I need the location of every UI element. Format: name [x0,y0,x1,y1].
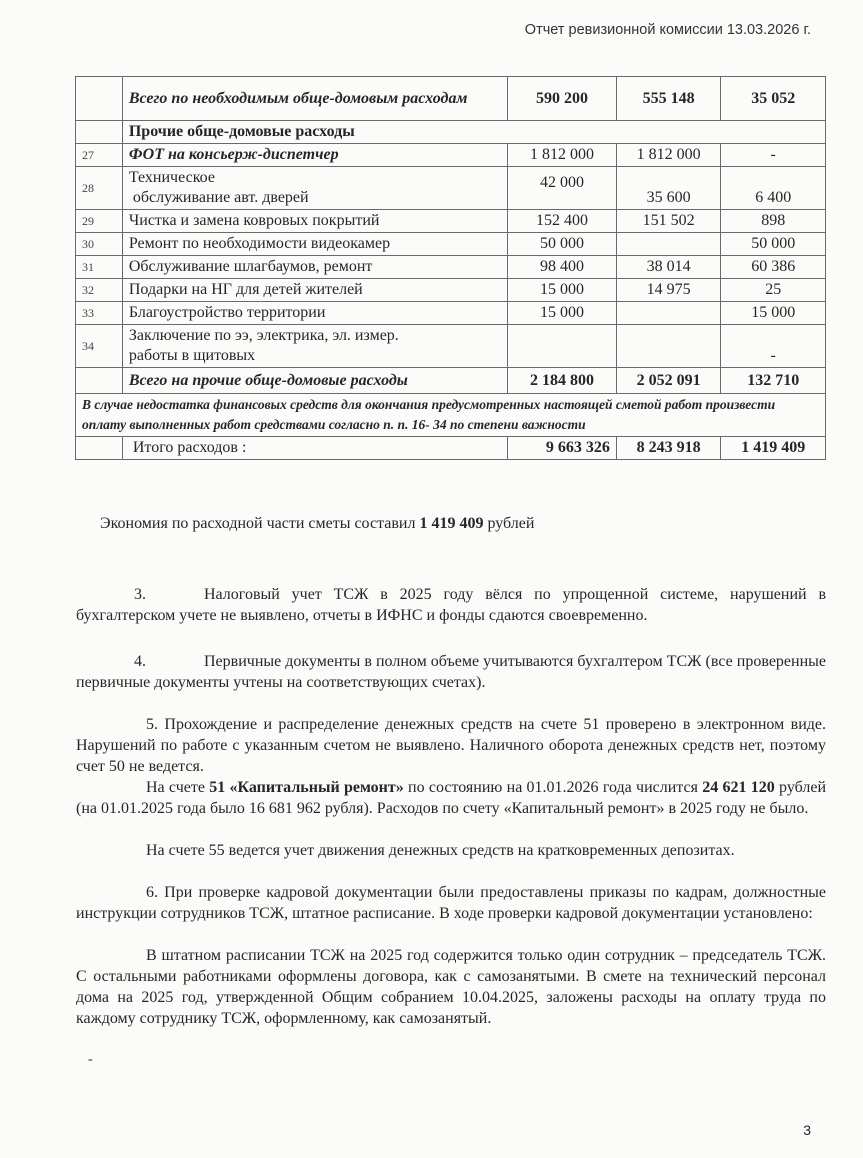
saving-value: 898 [721,210,826,233]
planned-value: 590 200 [508,77,617,121]
page-number: 3 [803,1122,811,1138]
actual-value: 555 148 [616,77,721,121]
section-title: Прочие обще-домовые расходы [122,121,825,144]
row-number [76,77,123,121]
funding-note: В случае недостатка финансовых средств для окончания предусмотренных настоящей сметой работ произвести оплату выполненных работ средствами согласно п. п. 16- 34 по степени важности [76,394,826,437]
row-number: 32 [76,279,123,302]
planned-value: 2 184 800 [508,368,617,394]
section-3: 3. Налоговый учет ТСЖ в 2025 году вёлся по упрощенной системе, нарушений в бухгалтерском учете не выявлено, отчеты в ИФНС и фонды сдаются своевременно. [76,586,826,624]
total-other-row [76,368,826,394]
section-5-paragraph-3: На счете 55 ведется учет движения денежных средств на кратковременных депозитах. [146,842,735,859]
actual-value: 2 052 091 [616,368,721,394]
row-label: Обслуживание шлагбаумов, ремонт [122,256,507,279]
row-label: Всего на прочие обще-домовые расходы [122,368,507,394]
saving-value: 35 052 [721,77,826,121]
saving-value: 6 400 [721,167,826,210]
row-label: Благоустройство территории [122,302,507,325]
row-number: 28 [76,167,123,210]
planned-value: 152 400 [508,210,617,233]
saving-value: 25 [721,279,826,302]
row-label: Заключение по ээ, электрика, эл. измер. работы в щитовых [122,325,507,368]
section-title-row [76,121,826,144]
capital-repair-balance: 24 621 120 [702,779,775,796]
actual-value: 38 014 [616,256,721,279]
saving-value: - [721,325,826,368]
table-row [76,210,826,233]
planned-value [508,325,617,368]
planned-value: 1 812 000 [508,144,617,167]
row-label: Чистка и замена ковровых покрытий [122,210,507,233]
actual-value: 1 812 000 [616,144,721,167]
actual-value: 14 975 [616,279,721,302]
planned-value: 9 663 326 [508,437,617,460]
row-label: Итого расходов : [122,437,507,460]
row-number: 30 [76,233,123,256]
row-number: 34 [76,325,123,368]
actual-value [616,325,721,368]
row-number: 31 [76,256,123,279]
saving-value: 1 419 409 [721,437,826,460]
savings-summary: Экономия по расходной части сметы составил 1 419 409 рублей [100,515,535,532]
saving-value: 15 000 [721,302,826,325]
report-header: Отчет ревизионной комиссии 13.03.2026 г. [524,22,811,38]
actual-value: 35 600 [616,167,721,210]
row-number: 27 [76,144,123,167]
actual-value [616,302,721,325]
table-row [76,279,826,302]
saving-value: 50 000 [721,233,826,256]
row-label: Техническое обслуживание авт. дверей [122,167,507,210]
saving-value: - [721,144,826,167]
capital-repair-account: 51 «Капитальный ремонт» [209,779,404,796]
actual-value: 8 243 918 [616,437,721,460]
section-6-paragraph-2: В штатном расписании ТСЖ на 2025 год содержится только один сотрудник – председатель ТСЖ. С остальными работниками оформлены договора, как с самозанятыми. В смете на технический персонал дома на 2025 год, утвержденной Общим собранием 10.04.2025, заложены расходы на оплату труда по каждому сотруднику ТСЖ, оформленному, как самозанятый. [76,947,826,1027]
saving-value: 60 386 [721,256,826,279]
table-row [76,256,826,279]
planned-value: 98 400 [508,256,617,279]
total-necessary-row [76,77,826,121]
section-5-paragraph-1: 5. Прохождение и распределение денежных средств на счете 51 проверено в электронном виде. Нарушений по работе с указанным счетом не выявлено. Наличного оборота денежных средств нет, поэтому счет 50 не ведется. [76,716,826,775]
savings-amount: 1 419 409 [419,515,484,532]
row-label: Подарки на НГ для детей жителей [122,279,507,302]
table-row [76,233,826,256]
table-row [76,144,826,167]
grand-total-row [76,437,826,460]
section-5-paragraph-2: На счете 51 «Капитальный ремонт» по состоянию на 01.01.2026 года числится 24 621 120 рублей (на 01.01.2025 года было 16 681 962 рубля). Расходов по счету «Капитальный ремонт» в 2025 году не было. [76,779,827,817]
planned-value: 15 000 [508,279,617,302]
table-row [76,167,826,210]
table-row [76,302,826,325]
table-row [76,325,826,368]
saving-value: 132 710 [721,368,826,394]
planned-value: 15 000 [508,302,617,325]
section-6-paragraph-1: 6. При проверке кадровой документации были предоставлены приказы по кадрам, должностные инструкции сотрудников ТСЖ, штатное расписание. В ходе проверки кадровой документации установлено: [76,884,826,922]
section-4: 4. Первичные документы в полном объеме учитываются бухгалтером ТСЖ (все проверенные первичные документы учтены на соответствующих счетах). [76,653,826,691]
planned-value: 42 000 [508,167,617,210]
row-label: Ремонт по необходимости видеокамер [122,233,507,256]
row-number: 29 [76,210,123,233]
row-number: 33 [76,302,123,325]
planned-value: 50 000 [508,233,617,256]
actual-value: 151 502 [616,210,721,233]
expenses-table [75,76,826,460]
stray-dash: - [88,1052,93,1067]
row-label: Всего по необходимым обще-домовым расходам [122,77,507,121]
note-row [76,394,826,437]
actual-value [616,233,721,256]
row-label: ФОТ на консьерж-диспетчер [122,144,507,167]
